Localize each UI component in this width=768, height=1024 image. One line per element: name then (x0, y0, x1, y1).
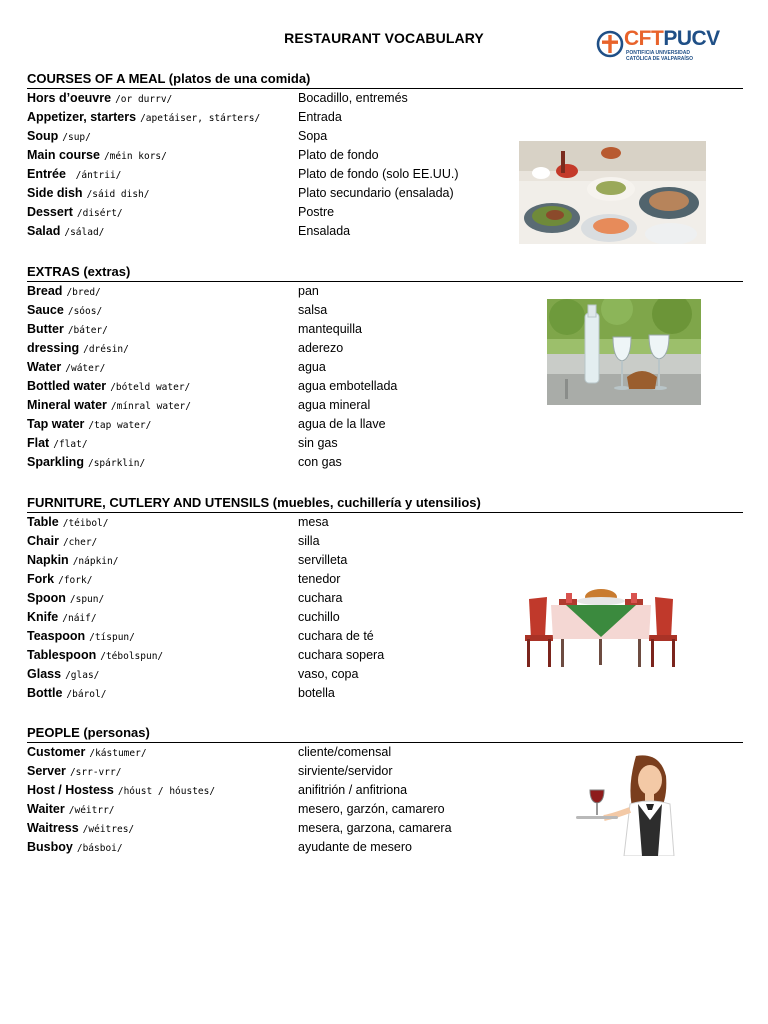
cross-circle-logo-icon (596, 30, 624, 58)
vocab-term: Butter (27, 322, 64, 336)
vocab-translation: ayudante de mesero (298, 840, 412, 854)
vocab-pronunciation: /bárol/ (66, 689, 107, 700)
vocab-term: Entrée (27, 167, 66, 181)
vocab-pronunciation: /wéitres/ (82, 824, 135, 835)
vocab-translation: cliente/comensal (298, 745, 392, 759)
vocab-pronunciation: /spun/ (69, 594, 105, 605)
vocab-translation: cuchillo (298, 610, 340, 624)
vocab-pronunciation: /sálad/ (64, 227, 105, 238)
vocab-pronunciation: /kástumer/ (89, 748, 147, 759)
vocab-translation: agua de la llave (298, 417, 386, 431)
vocab-term: Tap water (27, 417, 85, 431)
vocab-pronunciation: /méin kors/ (103, 151, 167, 162)
vocab-pronunciation: /flat/ (53, 439, 88, 450)
vocab-term: Sparkling (27, 455, 84, 469)
vocab-row (27, 532, 743, 551)
section-heading: FURNITURE, CUTLERY AND UTENSILS (muebles, cuchillería y utensilios) (27, 493, 743, 513)
vocab-translation: vaso, copa (298, 667, 359, 681)
vocab-translation: mesero, garzón, camarero (298, 802, 445, 816)
vocab-translation: Plato de fondo (298, 148, 379, 162)
vocab-pronunciation: /bóteld water/ (110, 382, 191, 393)
vocab-translation: agua (298, 360, 326, 374)
vocab-translation: mesa (298, 515, 329, 529)
vocab-row (27, 415, 743, 434)
vocab-pronunciation: /náif/ (62, 613, 97, 624)
vocab-pronunciation: /apetáiser, stárters/ (140, 113, 261, 124)
vocab-pronunciation: /sóos/ (67, 306, 103, 317)
section-heading: EXTRAS (extras) (27, 262, 743, 282)
vocab-translation: mantequilla (298, 322, 362, 336)
vocab-translation: sin gas (298, 436, 338, 450)
vocab-term: Knife (27, 610, 59, 624)
document-title: RESTAURANT VOCABULARY (284, 30, 484, 46)
vocab-translation: Ensalada (298, 224, 351, 238)
cftpucv-logo (596, 27, 720, 62)
vocab-pronunciation: /spárklin/ (87, 458, 146, 469)
vocab-term: Side dish (27, 186, 83, 200)
vocab-term: Chair (27, 534, 59, 548)
vocab-pronunciation: /drésin/ (83, 344, 129, 355)
vocab-term: Water (27, 360, 62, 374)
vocab-translation: sirviente/servidor (298, 764, 393, 778)
vocab-term: Fork (27, 572, 55, 586)
vocab-term: Main course (27, 148, 100, 162)
vocab-pronunciation: /mínral water/ (110, 401, 191, 412)
vocab-translation: con gas (298, 455, 342, 469)
vocab-term: Bottled water (27, 379, 107, 393)
vocab-translation: Plato secundario (ensalada) (298, 186, 454, 200)
vocab-translation: botella (298, 686, 335, 700)
vocab-row (27, 684, 743, 703)
vocab-term: Teaspoon (27, 629, 86, 643)
vocab-row (27, 108, 743, 127)
vocab-pronunciation: /glas/ (65, 670, 100, 681)
vocab-row (27, 513, 743, 532)
vocab-pronunciation: /tébolspun/ (100, 651, 164, 662)
vocab-pronunciation: /bred/ (66, 287, 101, 298)
vocab-pronunciation: /wáter/ (65, 363, 106, 374)
food-plates-photo (519, 141, 706, 244)
vocab-pronunciation: /básboi/ (76, 843, 123, 854)
vocab-pronunciation: /sup/ (62, 132, 91, 143)
vocab-translation: silla (298, 534, 320, 548)
vocab-translation: agua mineral (298, 398, 371, 412)
vocab-term: Host / Hostess (27, 783, 114, 797)
vocab-pronunciation: /tíspun/ (89, 632, 135, 643)
vocab-term: Napkin (27, 553, 69, 567)
vocab-pronunciation: /tap water/ (88, 420, 152, 431)
vocab-term: Sauce (27, 303, 64, 317)
vocab-term: Spoon (27, 591, 66, 605)
vocab-term: dressing (27, 341, 80, 355)
vocab-term: Flat (27, 436, 50, 450)
vocab-pronunciation: /téibol/ (62, 518, 109, 529)
vocab-pronunciation: /báter/ (67, 325, 108, 336)
vocab-translation: cuchara (298, 591, 343, 605)
vocab-pronunciation: /or durrv/ (115, 94, 173, 105)
vocab-translation: anifitrión / anfitriona (298, 783, 408, 797)
vocab-term: Soup (27, 129, 59, 143)
vocab-translation: tenedor (298, 572, 341, 586)
vocab-term: Appetizer, starters (27, 110, 137, 124)
vocab-term: Customer (27, 745, 86, 759)
vocab-pronunciation: /wéitrr/ (68, 805, 115, 816)
logo-subtitle: PONTIFICIA UNIVERSIDAD CATÓLICA DE VALPARAÍSO (626, 50, 694, 62)
vocab-term: Busboy (27, 840, 73, 854)
vocab-translation: agua embotellada (298, 379, 398, 393)
logo-wordmark: CFTPUCV (624, 27, 720, 50)
water-glasses-photo (547, 299, 701, 405)
vocab-translation: Bocadillo, entremés (298, 91, 408, 105)
vocab-translation: cuchara de té (298, 629, 374, 643)
vocab-pronunciation: /sáid dish/ (86, 189, 150, 200)
vocab-translation: servilleta (298, 553, 348, 567)
vocab-pronunciation: /fork/ (58, 575, 93, 586)
vocab-translation: Entrada (298, 110, 342, 124)
vocab-term: Glass (27, 667, 62, 681)
vocab-pronunciation: /srr-vrr/ (69, 767, 122, 778)
vocab-translation: Sopa (298, 129, 328, 143)
vocab-term: Dessert (27, 205, 73, 219)
vocab-pronunciation: /disért/ (76, 208, 123, 219)
vocab-translation: salsa (298, 303, 328, 317)
vocab-translation: mesera, garzona, camarera (298, 821, 452, 835)
vocab-pronunciation: /cher/ (62, 537, 98, 548)
vocab-pronunciation: /ántrii/ (69, 170, 122, 181)
vocab-translation: aderezo (298, 341, 344, 355)
vocab-pronunciation: /nápkin/ (72, 556, 119, 567)
waitress-illustration (574, 750, 692, 856)
vocab-translation: Postre (298, 205, 335, 219)
vocab-term: Server (27, 764, 66, 778)
vocab-term: Table (27, 515, 59, 529)
vocab-term: Waitress (27, 821, 79, 835)
vocab-row (27, 551, 743, 570)
section-heading: COURSES OF A MEAL (platos de una comida) (27, 69, 743, 89)
vocab-term: Bread (27, 284, 63, 298)
vocab-term: Bottle (27, 686, 63, 700)
vocab-row (27, 89, 743, 108)
vocab-term: Salad (27, 224, 61, 238)
vocab-term: Waiter (27, 802, 65, 816)
vocab-translation: cuchara sopera (298, 648, 385, 662)
section-heading: PEOPLE (personas) (27, 723, 743, 743)
vocab-translation: Plato de fondo (solo EE.UU.) (298, 167, 459, 181)
vocab-row (27, 434, 743, 453)
dining-table-illustration (521, 577, 681, 672)
vocab-translation: pan (298, 284, 319, 298)
vocab-term: Tablespoon (27, 648, 97, 662)
vocab-term: Hors d’oeuvre (27, 91, 112, 105)
vocab-row (27, 453, 743, 472)
vocab-pronunciation: /hóust / hóustes/ (117, 786, 216, 797)
vocab-term: Mineral water (27, 398, 107, 412)
